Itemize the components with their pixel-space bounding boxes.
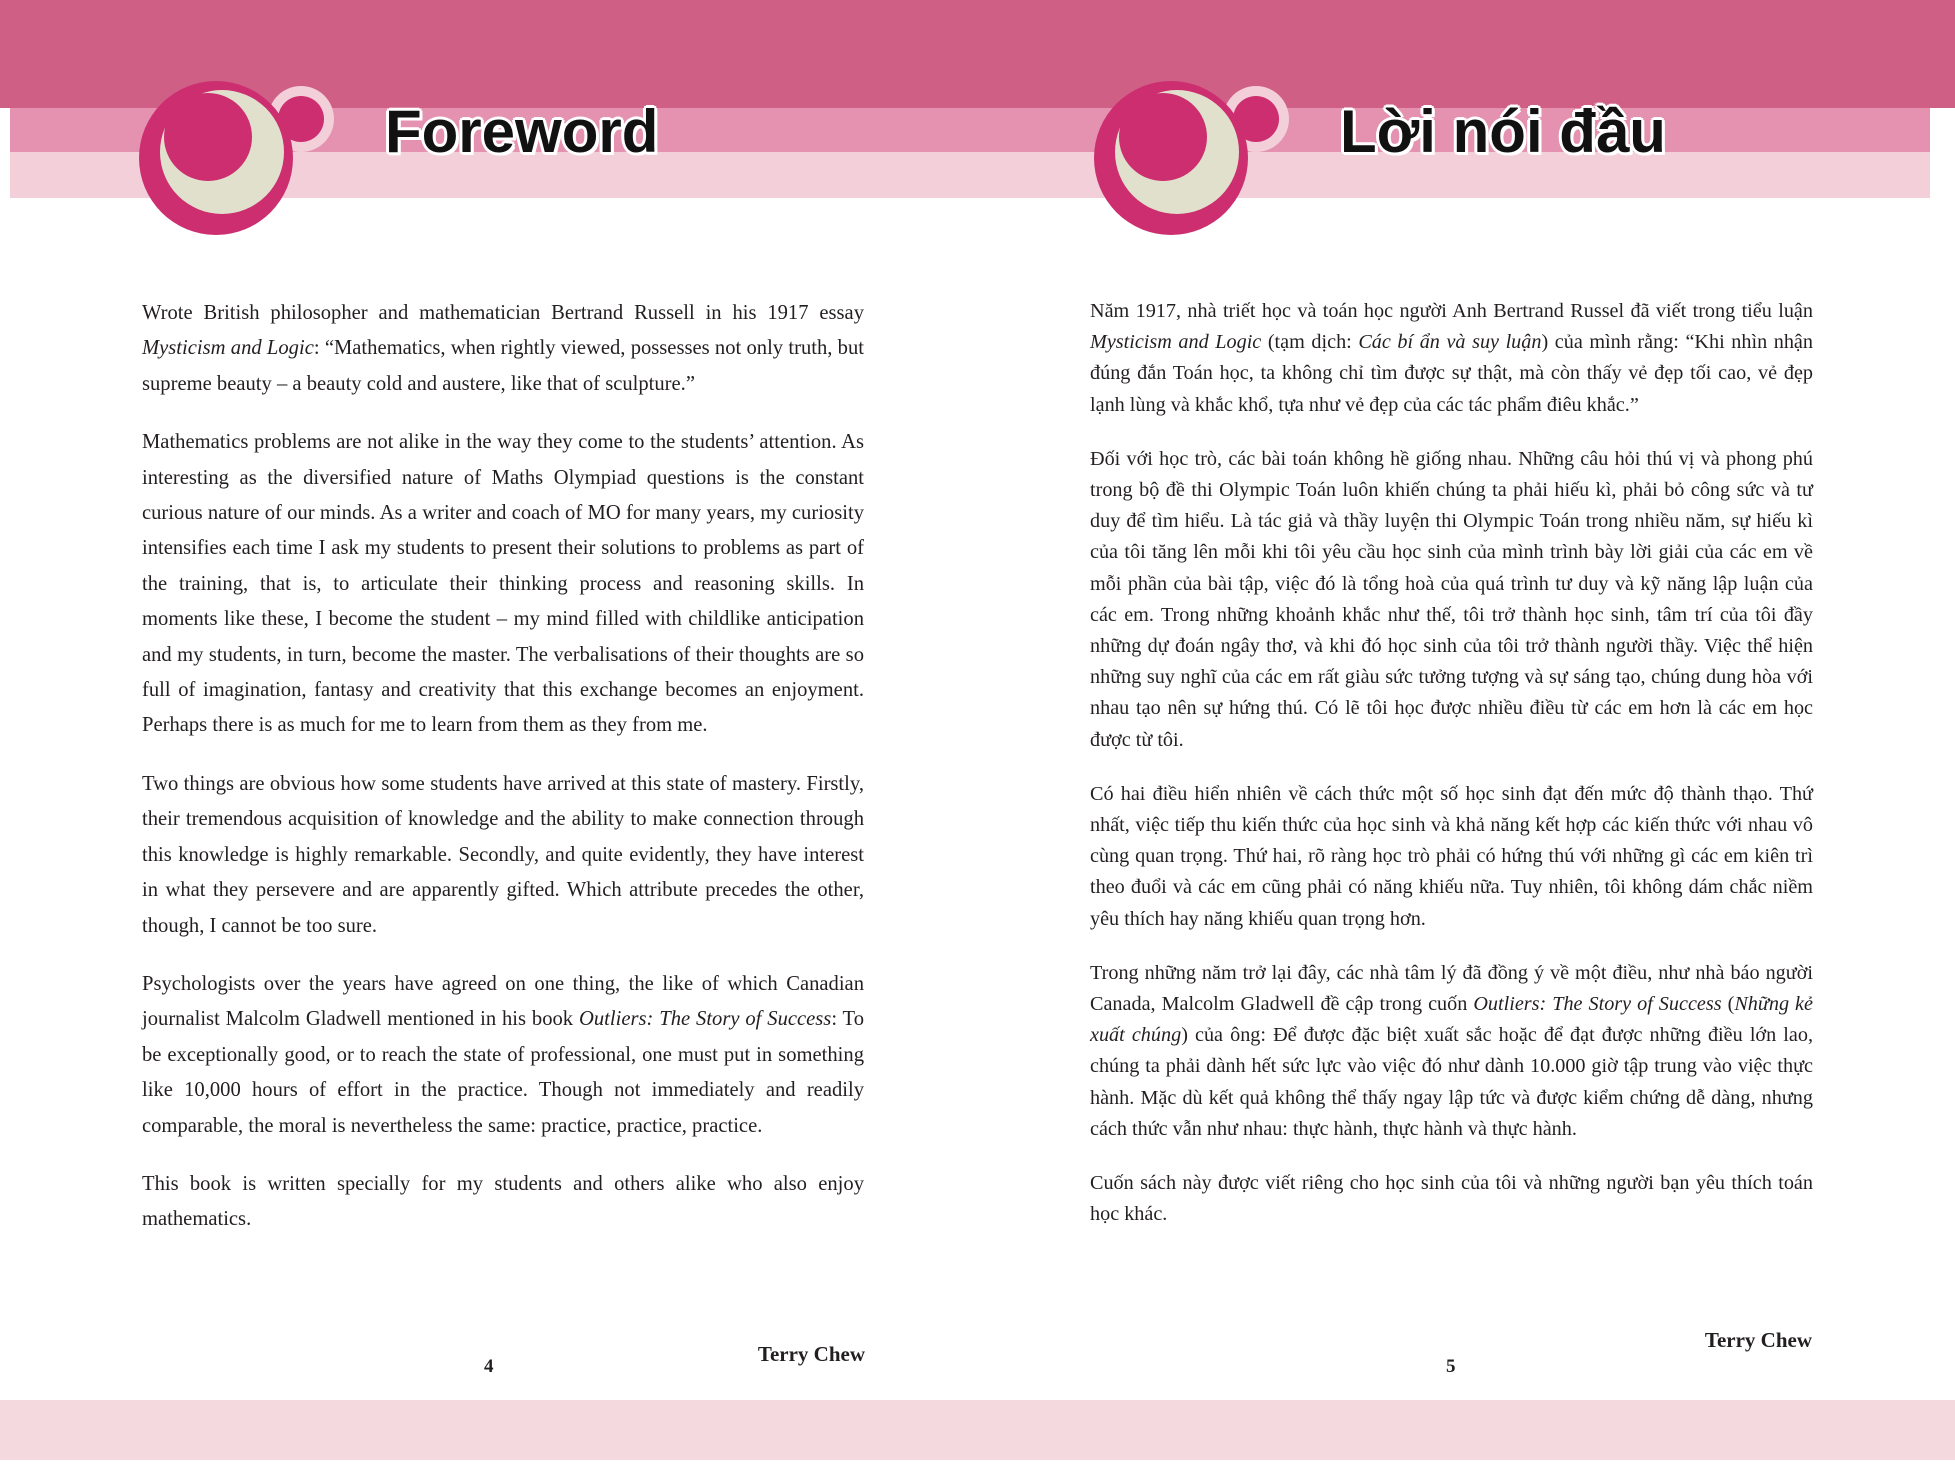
- paragraph: Two things are obvious how some students have arrived at this state of mastery. Firstly, their tremendous acquisition of knowledge and the ability to make connection through this knowledge is highly remarkable. Secondly, and quite evidently, they have interest in what they persevere and are apparently gifted. Which attribute precedes the other, though, I cannot be too sure.: [142, 772, 864, 937]
- page-number: 4: [484, 1356, 494, 1377]
- paragraph: Có hai điều hiển nhiên về cách thức một số học sinh đạt đến mức độ thành thạo. Thứ nhất, việc tiếp thu kiến thức của học sinh và khả năng kết hợp các kiến thức với nhau vô cùng quan trọng. Thứ hai, rõ ràng học trò phải có hứng thú với những gì các em kiên trì theo đuổi và các em cũng phải có năng khiếu nữa. Tuy nhiên, tôi không dám chắc niềm yêu thích hay năng khiếu quan trọng hơn.: [1090, 782, 1813, 930]
- pink-circles-icon: [1093, 55, 1293, 245]
- author-signature: Terry Chew: [757, 1342, 865, 1366]
- paragraph: Psychologists over the years have agreed on one thing, the like of which Canadian journalist Malcolm Gladwell mentioned in his book Outliers: The Story of Success: To be exceptionally good, or to reach the state of professional, one must put in something like 10,000 hours of effort in the practice. Though not immediately and readily comparable, the moral is nevertheless the same: practice, practice, practice.: [142, 972, 864, 1137]
- foreword-body-english: [142, 296, 864, 1261]
- author-signature: Terry Chew: [1704, 1328, 1812, 1352]
- page-title-loi-noi-dau: Lời nói đầu: [1340, 98, 1666, 165]
- paragraph: This book is written specially for my students and others alike who also enjoy mathematics.: [142, 1172, 864, 1231]
- paragraph: Đối với học trò, các bài toán không hề giống nhau. Những câu hỏi thú vị và phong phú trong bộ đề thi Olympic Toán luôn khiến chúng ta phải hiếu kì, phải bỏ công sức và tư duy để tìm hiểu. Là tác giả và thầy luyện thi Olympic Toán trong nhiều năm, sự hiếu kì của tôi tăng lên mỗi khi tôi yêu cầu học sinh của mình trình bày lời giải của các em về mỗi phần của bài tập, việc đó là tổng hoà của quá trình tư duy và kỹ năng lập luận của các em. Trong những khoảnh khắc như thế, tôi trở thành học sinh, tâm trí của tôi đầy những dự đoán ngây thơ, và khi đó học sinh của tôi trở thành người thầy. Việc thể hiện những suy nghĩ của các em rất giàu sức tưởng tượng và sự sáng tạo, chúng dung hòa với nhau tạo nên sự hứng thú. Có lẽ tôi học được nhiều điều từ các em hơn là các em học được từ tôi.: [1090, 447, 1813, 751]
- page-number: 5: [1446, 1356, 1456, 1377]
- paragraph: Trong những năm trở lại đây, các nhà tâm lý đã đồng ý về một điều, như nhà báo người Canada, Malcolm Gladwell đề cập trong cuốn Outliers: The Story of Success (Những kẻ xuất chúng) của ông: Để được đặc biệt xuất sắc hoặc để đạt được những điều lớn lao, chúng ta phải dành hết sức lực vào việc đó như dành 10.000 giờ tập trung vào việc thực hành. Mặc dù kết quả không thể thấy ngay lập tức và được kiểm chứng dễ dàng, nhưng cách thức vẫn như nhau: thực hành, thực hành và thực hành.: [1090, 961, 1813, 1140]
- footer-band: [0, 1400, 1955, 1460]
- paragraph: Năm 1917, nhà triết học và toán học người Anh Bertrand Russel đã viết trong tiểu luận Mysticism and Logic (tạm dịch: Các bí ẩn và suy luận) của mình rằng: “Khi nhìn nhận đúng đắn Toán học, ta không chỉ tìm được sự thật, mà còn thấy vẻ đẹp tối cao, vẻ đẹp lạnh lùng và khắc khổ, tựa như vẻ đẹp của các tác phẩm điêu khắc.”: [1090, 300, 1813, 416]
- pink-circles-icon: [138, 55, 338, 245]
- paragraph: Cuốn sách này được viết riêng cho học sinh của tôi và những người bạn yêu thích toán học khác.: [1090, 1172, 1813, 1226]
- paragraph: Mathematics problems are not alike in the way they come to the students’ attention. As interesting as the diversified nature of Maths Olympiad questions is the constant curious nature of our minds. As a writer and coach of MO for many years, my curiosity intensifies each time I ask my students to present their solutions to problems as part of the training, that is, to articulate their thinking process and reasoning skills. In moments like these, I become the student – my mind filled with childlike anticipation and my students, in turn, become the master. The verbalisations of their thoughts are so full of imagination, fantasy and creativity that this exchange becomes an enjoyment. Perhaps there is as much for me to learn from them as they from me.: [142, 431, 864, 737]
- paragraph: Wrote British philosopher and mathematician Bertrand Russell in his 1917 essay Mysticism and Logic: “Mathematics, when rightly viewed, possesses not only truth, but supreme beauty – a beauty cold and austere, like that of sculpture.”: [142, 302, 864, 395]
- page-title-foreword: Foreword: [385, 98, 659, 165]
- foreword-body-vietnamese: [1090, 296, 1813, 1253]
